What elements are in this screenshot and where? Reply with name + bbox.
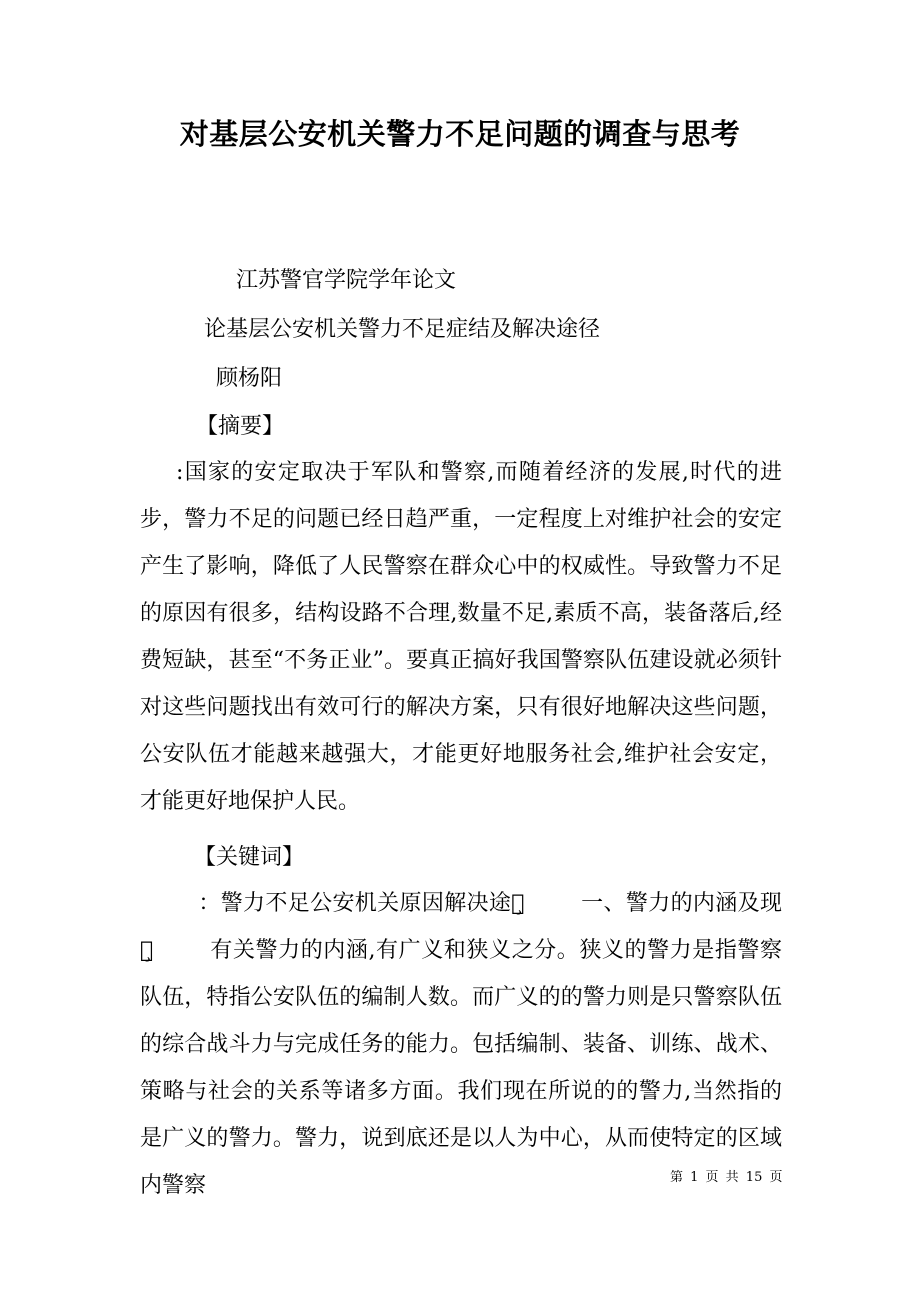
document-title: 对基层公安机关警力不足问题的调查与思考 (179, 117, 741, 151)
keywords-text: ：警力不足公安机关原因解决途径 (198, 891, 525, 916)
school-line: 江苏警官学院学年论文 (236, 268, 457, 293)
keywords-section-paragraph (140, 880, 782, 1209)
author-name: 顾杨阳 (216, 366, 283, 391)
abstract-paragraph (140, 449, 782, 825)
section-text: 有关警力的内涵,有广义和狭义之分。狭义的警力是指警察队伍，特指公安队伍的编制人数。而广义的的警力则是只警察队伍的综合战斗力与完成任务的能力。包括编制、装备、训练、战术、策略与社会的关系等诸多方面。我们现在所说的的警力,当然指的是广义的警力。警力，说到底还是以人为中心，从而使特定的区域内警察 (140, 938, 783, 1198)
page-footer: 第 1 页 共 15 页 (670, 1170, 783, 1185)
section-heading: 一、警力的内涵及现状 (140, 891, 782, 963)
paper-subtitle: 论基层公安机关警力不足症结及解决途径 (204, 317, 601, 342)
keywords-heading: 【关键词】 (194, 845, 305, 870)
abstract-text: :国家的安定取决于军队和警察,而随着经济的发展,时代的进步，警力不足的问题已经日趋严重，一定程度上对维护社会的安定产生了影响，降低了人民警察在群众心中的权威性。导致警力不足的原因有很多，结构设路不合理,数量不足,素质不高，装备落后,经费短缺，甚至“不务正业”。要真正搞好我国警察队伍建设就必须针对这些问题找出有效可行的解决方案，只有很好地解决这些问题，公安队伍才能越来越强大，才能更好地服务社会,维护社会安定，才能更好地保护人民。 (140, 460, 782, 814)
abstract-heading: 【摘要】 (196, 414, 285, 439)
